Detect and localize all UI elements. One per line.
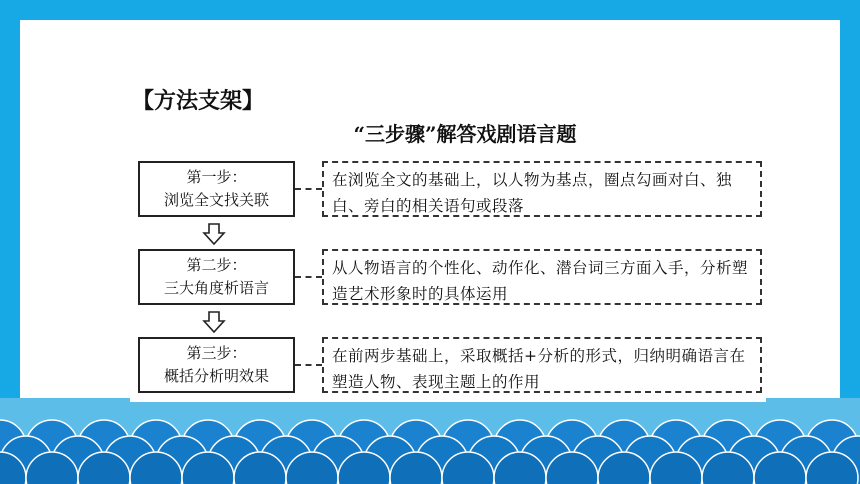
flow-diagram [130, 155, 766, 402]
step-label-2: 第二步： [186, 255, 247, 274]
frame-right-bar [840, 0, 860, 404]
connector-line-2 [295, 276, 322, 278]
step-name-1: 浏览全文找关联 [163, 191, 269, 209]
step-desc-3: 在前两步基础上，采取概括+分析的形式，归纳明确语言在塑造人物、表现主题上的作用 [322, 337, 762, 393]
connector-line-3 [295, 364, 322, 366]
step-label-3: 第三步： [186, 343, 247, 362]
diagram-title: “三步骤”解答戏剧语言题 [353, 122, 577, 146]
frame-top-bar [0, 0, 860, 20]
step-name-2: 三大角度析语言 [163, 279, 269, 297]
step-box-2 [138, 249, 295, 305]
down-arrow-icon-2 [202, 311, 226, 333]
step-desc-1: 在浏览全文的基础上，以人物为基点，圈点勾画对白、独白、旁白的相关语句或段落 [322, 161, 762, 217]
step-desc-2: 从人物语言的个性化、动作化、潜台词三方面入手，分析塑造艺术形象时的具体运用 [322, 249, 762, 305]
step-label-1: 第一步： [186, 167, 247, 186]
down-arrow-icon-1 [202, 223, 226, 245]
connector-line-1 [295, 188, 322, 190]
frame-left-bar [0, 0, 20, 404]
section-heading: 【方法支架】 [132, 88, 265, 114]
step-box-3 [138, 337, 295, 393]
step-box-1 [138, 161, 295, 217]
step-name-3: 概括分析明效果 [163, 367, 269, 385]
wave-decoration [0, 398, 860, 484]
